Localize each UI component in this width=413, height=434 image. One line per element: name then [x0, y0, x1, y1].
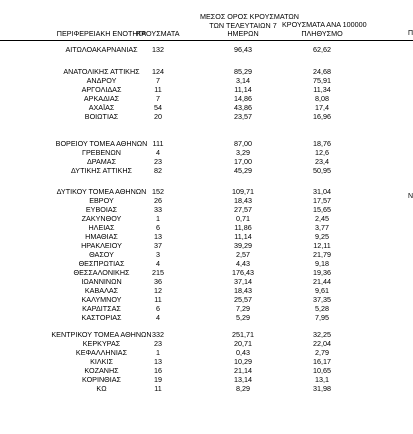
per-100k-value: 8,08	[315, 94, 329, 103]
cases-value: 13	[154, 232, 162, 241]
avg-7day-value: 13,14	[234, 375, 252, 384]
region-name: ΗΛΕΙΑΣ	[88, 223, 115, 232]
cases-value: 215	[152, 268, 164, 277]
region-name: ΚΑΡΔΙΤΣΑΣ	[82, 304, 121, 313]
cases-value: 152	[152, 187, 164, 196]
table-row	[0, 233, 413, 242]
cases-value: 332	[152, 330, 164, 339]
avg-7day-value: 0,43	[236, 348, 250, 357]
avg-7day-value: 5,29	[236, 313, 250, 322]
cases-value: 26	[154, 196, 162, 205]
region-name: ΑΧΑΪΑΣ	[88, 103, 115, 112]
per-100k-value: 11,34	[313, 85, 331, 94]
region-name: ΒΟΡΕΙΟΥ ΤΟΜΕΑ ΑΘΗΝΩΝ	[55, 139, 148, 148]
cases-value: 6	[156, 223, 160, 232]
cases-value: 12	[154, 286, 162, 295]
table-row	[0, 376, 413, 385]
avg-7day-value: 17,00	[234, 157, 252, 166]
table-row	[0, 278, 413, 287]
cases-value: 132	[152, 45, 164, 54]
region-name: ΔΥΤΙΚΗΣ ΑΤΤΙΚΗΣ	[71, 166, 132, 175]
per-100k-value: 7,95	[315, 313, 329, 322]
cases-value: 6	[156, 304, 160, 313]
per-100k-value: 31,04	[313, 187, 331, 196]
region-name: ΕΥΒΟΙΑΣ	[85, 205, 118, 214]
avg-7day-value: 11,14	[234, 232, 252, 241]
region-name: ΑΡΓΟΛΙΔΑΣ	[81, 85, 122, 94]
region-name: ΑΙΤΩΛΟΑΚΑΡΝΑΝΙΑΣ	[65, 45, 138, 54]
header-line: ΚΡΟΥΣΜΑΤΑ ΑΝΑ 100000	[282, 20, 367, 29]
table-row	[0, 46, 413, 55]
table-row	[0, 331, 413, 340]
avg-7day-value: 20,71	[234, 339, 252, 348]
table-row	[0, 242, 413, 251]
cases-value: 33	[154, 205, 162, 214]
avg-7day-value: 39,29	[234, 241, 252, 250]
header-line: ΤΩΝ ΤΕΛΕΥΤΑΙΩΝ 7	[209, 20, 277, 30]
region-name: ΘΕΣΣΑΛΟΝΙΚΗΣ	[73, 268, 130, 277]
region-name: ΓΡΕΒΕΝΩΝ	[82, 148, 121, 157]
table-row	[0, 287, 413, 296]
avg-7day-value: 23,57	[234, 112, 252, 121]
table-row	[0, 349, 413, 358]
cases-value: 11	[154, 384, 162, 393]
table-row	[0, 104, 413, 113]
table-row	[0, 251, 413, 260]
region-name: ΕΒΡΟΥ	[89, 196, 114, 205]
per-100k-value: 9,61	[315, 286, 329, 295]
avg-7day-value: 14,86	[234, 94, 252, 103]
region-name: ΖΑΚΥΝΘΟΥ	[81, 214, 122, 223]
cases-value: 4	[156, 313, 160, 322]
per-100k-value: 19,36	[313, 268, 331, 277]
region-name: ΚΩ	[96, 384, 107, 393]
table-row	[0, 206, 413, 215]
avg-7day-value: 11,14	[234, 85, 252, 94]
region-name: ΑΝΔΡΟΥ	[86, 76, 117, 85]
cases-value: 19	[154, 375, 162, 384]
table-row	[0, 215, 413, 224]
table-row	[0, 367, 413, 376]
avg-7day-value: 251,71	[232, 330, 254, 339]
avg-7day-value: 27,57	[234, 205, 252, 214]
per-100k-value: 5,28	[315, 304, 329, 313]
per-100k-value: 15,65	[313, 205, 331, 214]
header-cases	[128, 30, 188, 39]
table-row	[0, 140, 413, 149]
header-avg	[200, 12, 299, 39]
avg-7day-value: 21,14	[234, 366, 252, 375]
region-name: ΒΟΙΩΤΙΑΣ	[84, 112, 119, 121]
region-name: ΚΕΡΚΥΡΑΣ	[82, 339, 121, 348]
table-row	[0, 314, 413, 323]
table-row	[0, 340, 413, 349]
cases-value: 16	[154, 366, 162, 375]
region-name: ΚΑΣΤΟΡΙΑΣ	[81, 313, 122, 322]
cases-value: 23	[154, 157, 162, 166]
avg-7day-value: 25,57	[234, 295, 252, 304]
per-100k-value: 9,25	[315, 232, 329, 241]
cases-value: 36	[154, 277, 162, 286]
avg-7day-value: 43,86	[234, 103, 252, 112]
table-row	[0, 358, 413, 367]
avg-7day-value: 0,71	[236, 214, 250, 223]
per-100k-value: 62,62	[313, 45, 331, 54]
per-100k-value: 24,68	[313, 67, 331, 76]
region-name: ΑΡΚΑΔΙΑΣ	[83, 94, 120, 103]
cases-value: 7	[156, 76, 160, 85]
avg-7day-value: 8,29	[236, 384, 250, 393]
cases-value: 20	[154, 112, 162, 121]
table-row	[0, 158, 413, 167]
header-line: ΜΕΣΟΣ ΟΡΟΣ ΚΡΟΥΣΜΑΤΩΝ	[200, 12, 299, 21]
region-name: ΚΕΝΤΡΙΚΟΥ ΤΟΜΕΑ ΑΘΗΝΩΝ	[51, 330, 152, 339]
per-100k-value: 50,95	[313, 166, 331, 175]
cases-value: 13	[154, 357, 162, 366]
per-100k-value: 9,18	[315, 259, 329, 268]
per-100k-value: 18,76	[313, 139, 331, 148]
avg-7day-value: 7,29	[236, 304, 250, 313]
per-100k-value: 32,25	[313, 330, 331, 339]
table-row	[0, 86, 413, 95]
avg-7day-value: 4,43	[236, 259, 250, 268]
per-100k-value: 37,35	[313, 295, 331, 304]
per-100k-value: 16,17	[313, 357, 331, 366]
per-100k-value: 23,4	[315, 157, 329, 166]
cases-value: 11	[154, 295, 162, 304]
table-row	[0, 296, 413, 305]
per-100k-value: 17,57	[313, 196, 331, 205]
table-row	[0, 385, 413, 394]
avg-7day-value: 85,29	[234, 67, 252, 76]
cases-value: 23	[154, 339, 162, 348]
header-per100k	[282, 20, 367, 38]
per-100k-value: 2,79	[315, 348, 329, 357]
cases-value: 37	[154, 241, 162, 250]
region-name: ΔΡΑΜΑΣ	[86, 157, 117, 166]
table-row	[0, 149, 413, 158]
per-100k-value: 21,44	[313, 277, 331, 286]
avg-7day-value: 96,43	[234, 45, 252, 54]
region-name: ΘΕΣΠΡΩΤΙΑΣ	[78, 259, 125, 268]
region-name: ΚΕΦΑΛΛΗΝΙΑΣ	[75, 348, 128, 357]
avg-7day-value: 109,71	[232, 187, 254, 196]
region-name: ΚΟΖΑΝΗΣ	[84, 366, 119, 375]
per-100k-value: 13,1	[315, 375, 329, 384]
cases-value: 111	[152, 139, 164, 148]
avg-7day-value: 2,57	[236, 250, 250, 259]
per-100k-value: 17,4	[315, 103, 329, 112]
region-name: ΘΑΣΟΥ	[89, 250, 114, 259]
cases-value: 124	[152, 67, 164, 76]
region-name: ΑΝΑΤΟΛΙΚΗΣ ΑΤΤΙΚΗΣ	[63, 67, 140, 76]
region-name: ΚΑΒΑΛΑΣ	[84, 286, 119, 295]
table-row	[0, 260, 413, 269]
header-line: ΚΡΟΥΣΜΑΤΑ	[136, 29, 180, 38]
region-name: ΗΡΑΚΛΕΙΟΥ	[81, 241, 122, 250]
table-row	[0, 269, 413, 278]
per-100k-value: 3,77	[315, 223, 329, 232]
per-100k-value: 10,65	[313, 366, 331, 375]
cases-value: 82	[154, 166, 162, 175]
header-line: ΠΕΡΙΦΕΡΕΙΑΚΗ ΕΝΟΤΗΤΑ	[56, 29, 147, 38]
table-row	[0, 77, 413, 86]
header-line: ΗΜΕΡΩΝ	[227, 29, 259, 38]
avg-7day-value: 10,29	[234, 357, 252, 366]
per-100k-value: 31,98	[313, 384, 331, 393]
cases-value: 3	[156, 250, 160, 259]
table-row	[0, 68, 413, 77]
per-100k-value: 12,6	[315, 148, 329, 157]
avg-7day-value: 18,43	[234, 286, 252, 295]
cases-value: 4	[156, 148, 160, 157]
per-100k-value: 16,96	[313, 112, 331, 121]
region-name: ΚΑΛΥΜΝΟΥ	[81, 295, 122, 304]
cases-value: 1	[156, 214, 160, 223]
region-name: ΚΙΛΚΙΣ	[90, 357, 113, 366]
region-name: ΙΩΑΝΝΙΝΩΝ	[81, 277, 122, 286]
table-row	[0, 305, 413, 314]
avg-7day-value: 18,43	[234, 196, 252, 205]
cases-value: 1	[156, 348, 160, 357]
per-100k-value: 75,91	[313, 76, 331, 85]
region-name: ΚΟΡΙΝΘΙΑΣ	[82, 375, 121, 384]
avg-7day-value: 3,29	[236, 148, 250, 157]
avg-7day-value: 11,86	[234, 223, 252, 232]
table-row	[0, 95, 413, 104]
avg-7day-value: 87,00	[234, 139, 252, 148]
edge-mark-top: Π	[408, 30, 413, 37]
header-line: ΠΛΗΘΥΣΜΟ	[301, 28, 343, 38]
table-row	[0, 113, 413, 122]
avg-7day-value: 3,14	[236, 76, 250, 85]
cases-value: 11	[154, 85, 162, 94]
region-name: ΗΜΑΘΙΑΣ	[85, 232, 118, 241]
table-row	[0, 197, 413, 206]
edge-mark-middle: Ν	[408, 193, 413, 200]
table-row	[0, 188, 413, 197]
per-100k-value: 21,79	[313, 250, 331, 259]
table-row	[0, 224, 413, 233]
per-100k-value: 12,11	[313, 241, 331, 250]
per-100k-value: 2,45	[315, 214, 329, 223]
region-name: ΔΥΤΙΚΟΥ ΤΟΜΕΑ ΑΘΗΝΩΝ	[56, 187, 147, 196]
avg-7day-value: 45,29	[234, 166, 252, 175]
cases-value: 4	[156, 259, 160, 268]
avg-7day-value: 37,14	[234, 277, 252, 286]
header-rule	[0, 40, 413, 41]
avg-7day-value: 176,43	[232, 268, 254, 277]
table-row	[0, 167, 413, 176]
cases-value: 7	[156, 94, 160, 103]
per-100k-value: 22,04	[313, 339, 331, 348]
cases-value: 54	[154, 103, 162, 112]
